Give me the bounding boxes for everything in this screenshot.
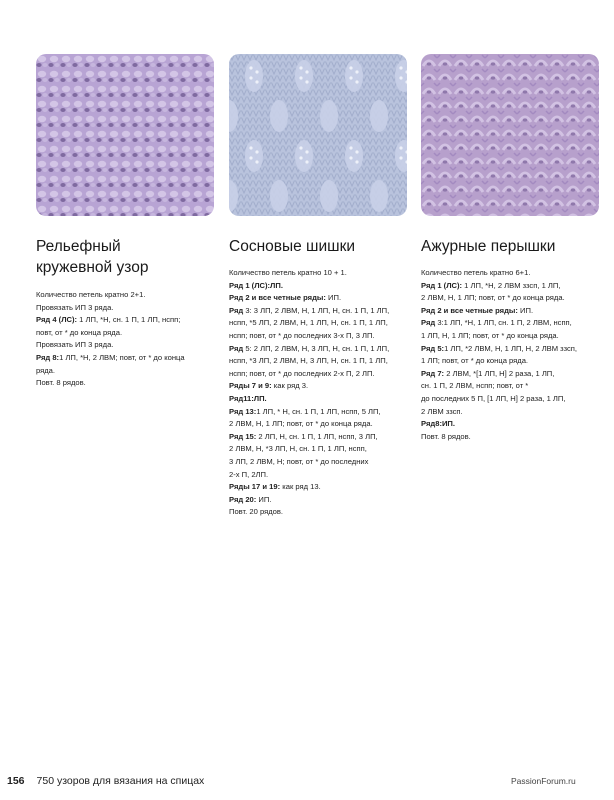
instruction-line: Ряд11:ЛП.: [229, 393, 267, 403]
instruction-line: ряда.: [36, 365, 56, 375]
instruction-line: Ряд 7: 2 ЛВМ, *[1 ЛП, Н] 2 раза, 1 ЛП,: [421, 368, 555, 378]
instruction-line: нспп, *5 ЛП, 2 ЛВМ, Н, 1 ЛП, Н, сн. 1 П, 1 ЛП,: [229, 318, 388, 328]
instruction-line: Ряд 3:1 ЛП, *Н, 1 ЛП, сн. 1 П, 2 ЛВМ, нспп,: [421, 318, 572, 328]
instruction-line: Ряд 5: 2 ЛП, 2 ЛВМ, Н, 3 ЛП, Н, сн. 1 П, 1 ЛП,: [229, 343, 390, 353]
instruction-line: Ряды 17 и 19: как ряд 13.: [229, 482, 321, 492]
instruction-line: Повт. 8 рядов.: [36, 378, 86, 388]
instruction-line: 2 ЛВМ, Н, *3 ЛП, Н, сн. 1 П, 1 ЛП, нспп,: [229, 444, 367, 454]
instruction-line: Количество петель кратно 2+1.: [36, 290, 146, 299]
swatch-photo-lace-feathers: [421, 54, 599, 216]
instruction-line: 1 ЛП, Н, 1 ЛП; повт, от * до конца ряда.: [421, 330, 559, 340]
knitted-swatch-image: [421, 54, 599, 216]
instruction-line: Провязать ИП 3 ряда.: [36, 302, 114, 312]
instruction-line: повт, от * до конца ряда.: [36, 327, 123, 337]
instruction-line: нспп; повт, от * до последних 3-х П, 3 ЛП.: [229, 330, 375, 340]
instruction-line: нспп, *3 ЛП, 2 ЛВМ, Н, 3 ЛП, Н, сн. 1 П, 1 ЛП,: [229, 356, 388, 366]
instruction-line: Ряд 5:1 ЛП, *2 ЛВМ, Н, 1 ЛП, Н, 2 ЛВМ ззсп,: [421, 343, 577, 353]
swatch-photo-relief-lace: [36, 54, 214, 216]
instruction-line: Провязать ИП 3 ряда.: [36, 340, 114, 350]
instruction-line: Ряды 7 и 9: как ряд 3.: [229, 381, 309, 391]
page-number: 156: [7, 775, 25, 787]
pattern-title: Ажурные перышки: [421, 238, 556, 255]
instruction-line: 2 ЛВМ, Н, 1 ЛП; повт, от * до конца ряда.: [421, 293, 565, 303]
instruction-line: Ряд 8:1 ЛП, *Н, 2 ЛВМ; повт, от * до конца: [36, 352, 185, 362]
instruction-line: 2 ЛВМ ззсп.: [421, 406, 463, 416]
instruction-line: Повт. 20 рядов.: [229, 507, 284, 517]
book-title: 750 узоров для вязания на спицах: [36, 775, 205, 787]
knitted-swatch-image: [229, 54, 407, 216]
instruction-line: Ряд 13:1 ЛП, * Н, сн. 1 П, 1 ЛП, нспп, 5 ЛП,: [229, 406, 381, 416]
instruction-line: 1 ЛП; повт, от * до конца ряда.: [421, 356, 529, 366]
instruction-line: Ряд 1 (ЛС):ЛП.: [229, 280, 283, 290]
instruction-line: Количество петель кратно 10 + 1.: [229, 268, 347, 277]
instruction-line: нспп; повт, от * до последних 2-х П, 2 ЛП.: [229, 368, 375, 378]
instruction-line: Ряд 3: 3 ЛП, 2 ЛВМ, Н, 1 ЛП, Н, сн. 1 П, 1 ЛП,: [229, 305, 390, 315]
instruction-line: Повт. 8 рядов.: [421, 431, 471, 441]
instruction-line: Ряд 2 и все четные ряды: ИП.: [421, 305, 534, 315]
watermark: PassionForum.ru: [511, 776, 576, 786]
instruction-line: Ряд 2 и все четные ряды: ИП.: [229, 293, 342, 303]
pattern-title: Сосновые шишки: [229, 238, 356, 255]
pattern-instructions: [36, 289, 216, 390]
instruction-line: Ряд 20: ИП.: [229, 494, 272, 504]
swatch-photo-pine-cones: [229, 54, 407, 216]
instruction-line: Ряд 4 (ЛС): 1 ЛП, *Н, сн. 1 П, 1 ЛП, нспп;: [36, 315, 181, 325]
instruction-line: Ряд 15: 2 ЛП, Н, сн. 1 П, 1 ЛП, нспп, 3 ЛП,: [229, 431, 378, 441]
instruction-line: 2-х П, 2ЛП.: [229, 469, 269, 479]
instruction-line: Ряд 1 (ЛС): 1 ЛП, *Н, 2 ЛВМ ззсп, 1 ЛП,: [421, 280, 561, 290]
pattern-instructions: [229, 267, 414, 519]
pattern-title: Рельефный кружевной узор: [36, 238, 149, 276]
instruction-line: 3 ЛП, 2 ЛВМ, Н; повт, от * до последних: [229, 456, 369, 466]
instruction-line: до последних 5 П, [1 ЛП, Н] 2 раза, 1 ЛП,: [421, 393, 566, 403]
instruction-line: Ряд8:ИП.: [421, 419, 455, 429]
page-footer: [7, 775, 204, 787]
knitted-swatch-image: [36, 54, 214, 216]
pattern-instructions: [421, 267, 601, 443]
instruction-line: 2 ЛВМ, Н, 1 ЛП; повт, от * до конца ряда.: [229, 419, 373, 429]
instruction-line: Количество петель кратно 6+1.: [421, 268, 531, 277]
instruction-line: сн. 1 П, 2 ЛВМ, нспп; повт, от *: [421, 381, 529, 391]
